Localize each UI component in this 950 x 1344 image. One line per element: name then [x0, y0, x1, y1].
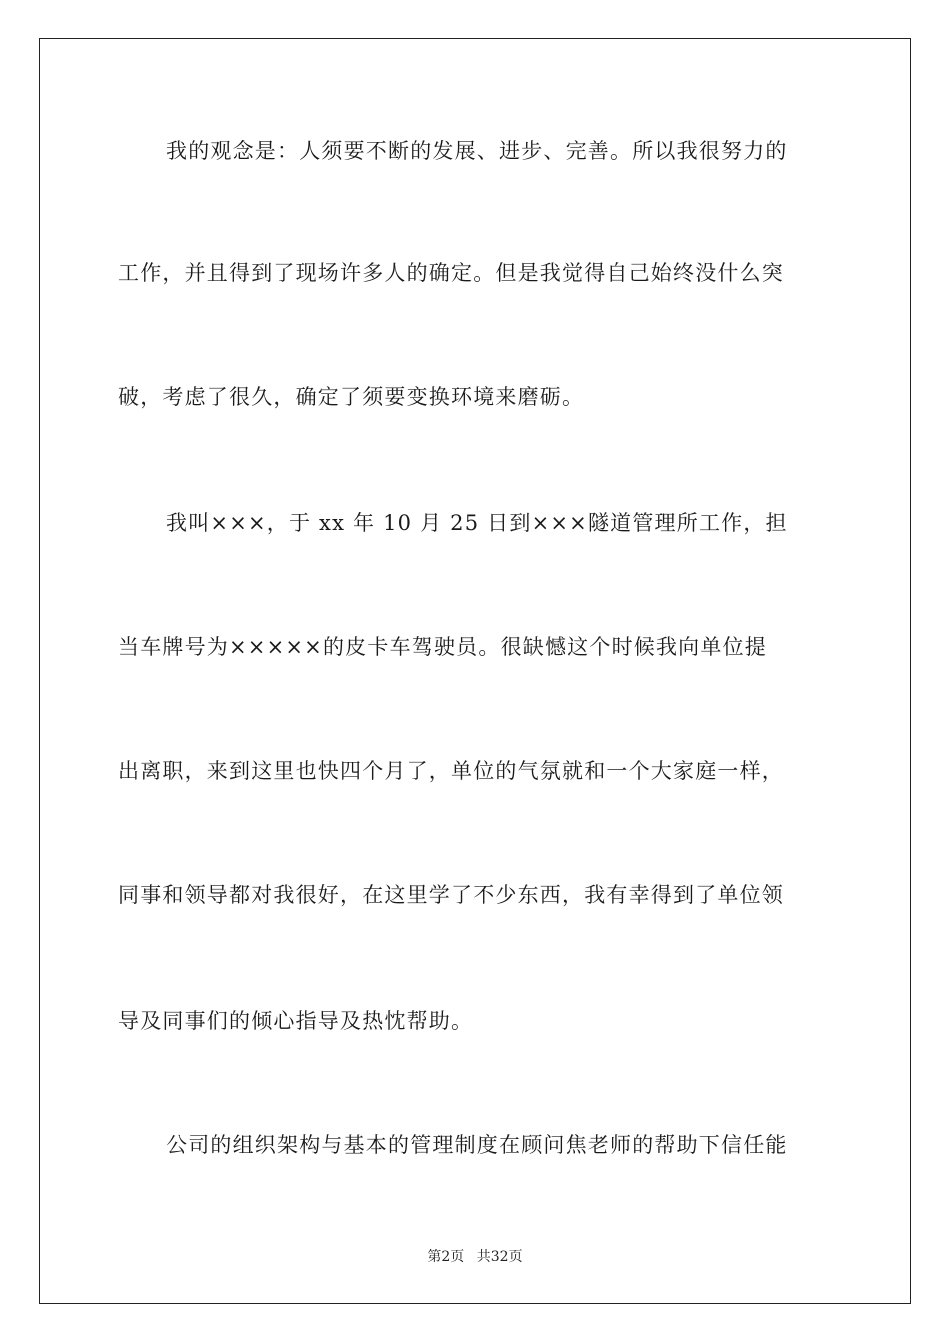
paragraph-line: 我的观念是：人须要不断的发展、进步、完善。所以我很努力的: [166, 139, 788, 163]
page-number: 第2页: [427, 1249, 465, 1265]
paragraph-line: 公司的组织架构与基本的管理制度在顾问焦老师的帮助下信任能: [166, 1133, 788, 1157]
paragraph-line: 同事和领导都对我很好，在这里学了不少东西，我有幸得到了单位领: [118, 883, 784, 907]
paragraph-line: 当车牌号为×××××的皮卡车驾驶员。很缺憾这个时候我向单位提: [118, 635, 767, 659]
total-pages: 共32页: [476, 1249, 523, 1265]
paragraph-line: 我叫×××，于 xx 年 10 月 25 日到×××隧道管理所工作，担: [166, 511, 788, 535]
page-footer: [0, 1246, 950, 1266]
paragraph-line: 出离职，来到这里也快四个月了，单位的气氛就和一个大家庭一样，: [118, 759, 784, 783]
paragraph-line: 导及同事们的倾心指导及热忱帮助。: [118, 1009, 474, 1033]
page-border: [39, 38, 911, 1304]
paragraph-line: 工作，并且得到了现场许多人的确定。但是我觉得自己始终没什么突: [118, 261, 784, 285]
paragraph-line: 破，考虑了很久，确定了须要变换环境来磨砺。: [118, 385, 585, 409]
